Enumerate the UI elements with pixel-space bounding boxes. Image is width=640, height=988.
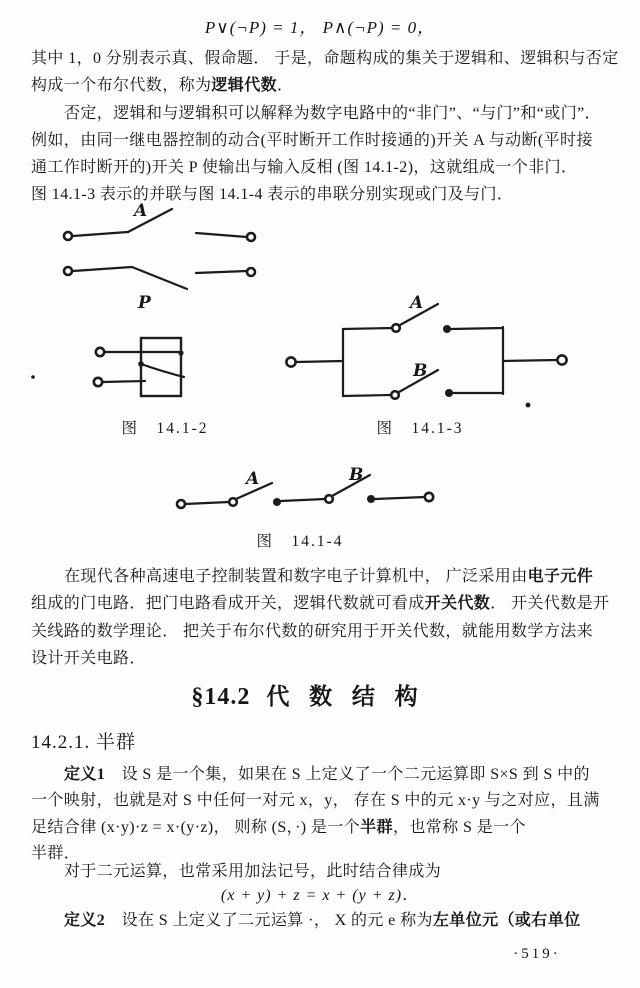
text-line xyxy=(31,154,619,181)
switch-b-label: B xyxy=(413,361,428,381)
text-line xyxy=(31,788,600,814)
definition-2 xyxy=(31,907,581,934)
term-semigroup: 半群 xyxy=(360,818,393,836)
paragraph-text: 对于二元运算，也常采用加法记号，此时结合律成为 xyxy=(64,863,442,880)
paragraph-text: 在现代各种高速电子控制装置和数字电子计算机中， 广泛采用由 xyxy=(64,568,528,585)
text-line xyxy=(31,645,609,672)
paragraph-text: 组成的门电路．把门电路看成开关，逻辑代数就可看成 xyxy=(31,595,425,613)
term-left-unit: 左单位元（或右单位 xyxy=(432,912,581,929)
formula-associativity: (x + y) + z = x + (y + z)． xyxy=(220,887,420,904)
paragraph-text: 其中 1，0 分别表示真、假命题． 于是，命题构成的集关于逻辑和、逻辑积与否定 xyxy=(31,50,619,67)
paragraph-text: ，也常称 S 是一个 xyxy=(392,818,526,836)
page-number: ·519· xyxy=(513,946,561,962)
paragraph-text: 构成一个布尔代数，称为 xyxy=(31,77,212,95)
definition-2-label: 定义2 xyxy=(64,912,106,929)
text-line xyxy=(31,72,619,99)
paragraph-text: 否定，逻辑和与逻辑积可以解释为数字电路中的“非门”、“与门”和“或门”． xyxy=(64,104,602,122)
text-line xyxy=(31,815,600,841)
circuit-figures xyxy=(0,196,640,556)
section-title: 代 数 结 构 xyxy=(266,684,425,709)
switch-b-label: B xyxy=(349,465,364,485)
switch-p-label: P xyxy=(138,293,151,313)
switch-a-label: A xyxy=(246,469,260,489)
switching-algebra-paragraph xyxy=(31,563,609,672)
paragraph-text: 通工作时断开的)开关 P 使输出与输入反相 (图 14.1-2)，这就组成一个非门． xyxy=(31,159,578,177)
text-line xyxy=(31,45,619,72)
figure-parallel-switches xyxy=(286,293,566,437)
figure-caption: 图 14.1-2 xyxy=(121,420,209,437)
paragraph-text: ． xyxy=(277,77,294,95)
section-number: §14.2 xyxy=(191,684,251,710)
paragraph-text: 关线路的数学理论． 把关于布尔代数的研究用于开关代数，就能用数学方法来 xyxy=(31,622,594,640)
paragraph-text: 半群． xyxy=(31,845,81,863)
intro-paragraphs xyxy=(31,45,619,209)
text-line xyxy=(31,618,609,645)
paragraph-text: ． 开关代数是开 xyxy=(490,595,610,613)
text-line xyxy=(31,127,619,154)
text-line xyxy=(31,563,609,590)
subsection-heading: 14.2.1. 半群 xyxy=(31,732,137,753)
switch-a-label: A xyxy=(134,201,148,221)
definition-1-label: 定义1 xyxy=(64,766,106,783)
scan-speck xyxy=(31,375,35,379)
paragraph-text: 足结合律 (x·y)·z = x·(y·z)， 则称 (S，·) 是一个 xyxy=(31,818,361,836)
paragraph-text: 设 S 是一个集，如果在 S 上定义了一个二元运算即 S×S 到 S 中的 xyxy=(105,766,590,783)
definition-1 xyxy=(31,762,600,868)
paragraph-text: 设计开关电路． xyxy=(31,649,146,667)
switch-a-label: A xyxy=(410,293,424,313)
paragraph-text: 一个映射，也就是对 S 中任何一对元 x，y， 存在 S 中的元 x·y 与之对应，且满 xyxy=(31,792,600,810)
term-switching-algebra: 开关代数 xyxy=(424,595,491,613)
text-line xyxy=(31,590,609,617)
text-line xyxy=(31,762,600,788)
paragraph-text: 设在 S 上定义了二元运算 ·， X 的元 e 称为 xyxy=(105,912,433,929)
term-electronic-components: 电子元件 xyxy=(527,568,594,585)
figure-relay-switches xyxy=(64,201,255,437)
figure-caption: 图 14.1-3 xyxy=(376,420,464,437)
term-logic-algebra: 逻辑代数 xyxy=(211,77,278,95)
figure-caption: 图 14.1-4 xyxy=(256,533,344,550)
paragraph-text: 图 14.1-3 表示的并联与图 14.1-4 表示的串联分别实现或门及与门． xyxy=(31,186,514,204)
scan-speck xyxy=(526,403,531,408)
formula-logic: P∨(¬P) = 1， P∧(¬P) = 0， xyxy=(204,18,436,37)
paragraph-text: 例如，由同一继电器控制的动合(平时断开工作时接通的)开关 A 与动断(平时接 xyxy=(31,131,593,149)
section-heading xyxy=(0,678,628,711)
text-line xyxy=(31,100,619,127)
figure-series-switches xyxy=(177,465,433,550)
